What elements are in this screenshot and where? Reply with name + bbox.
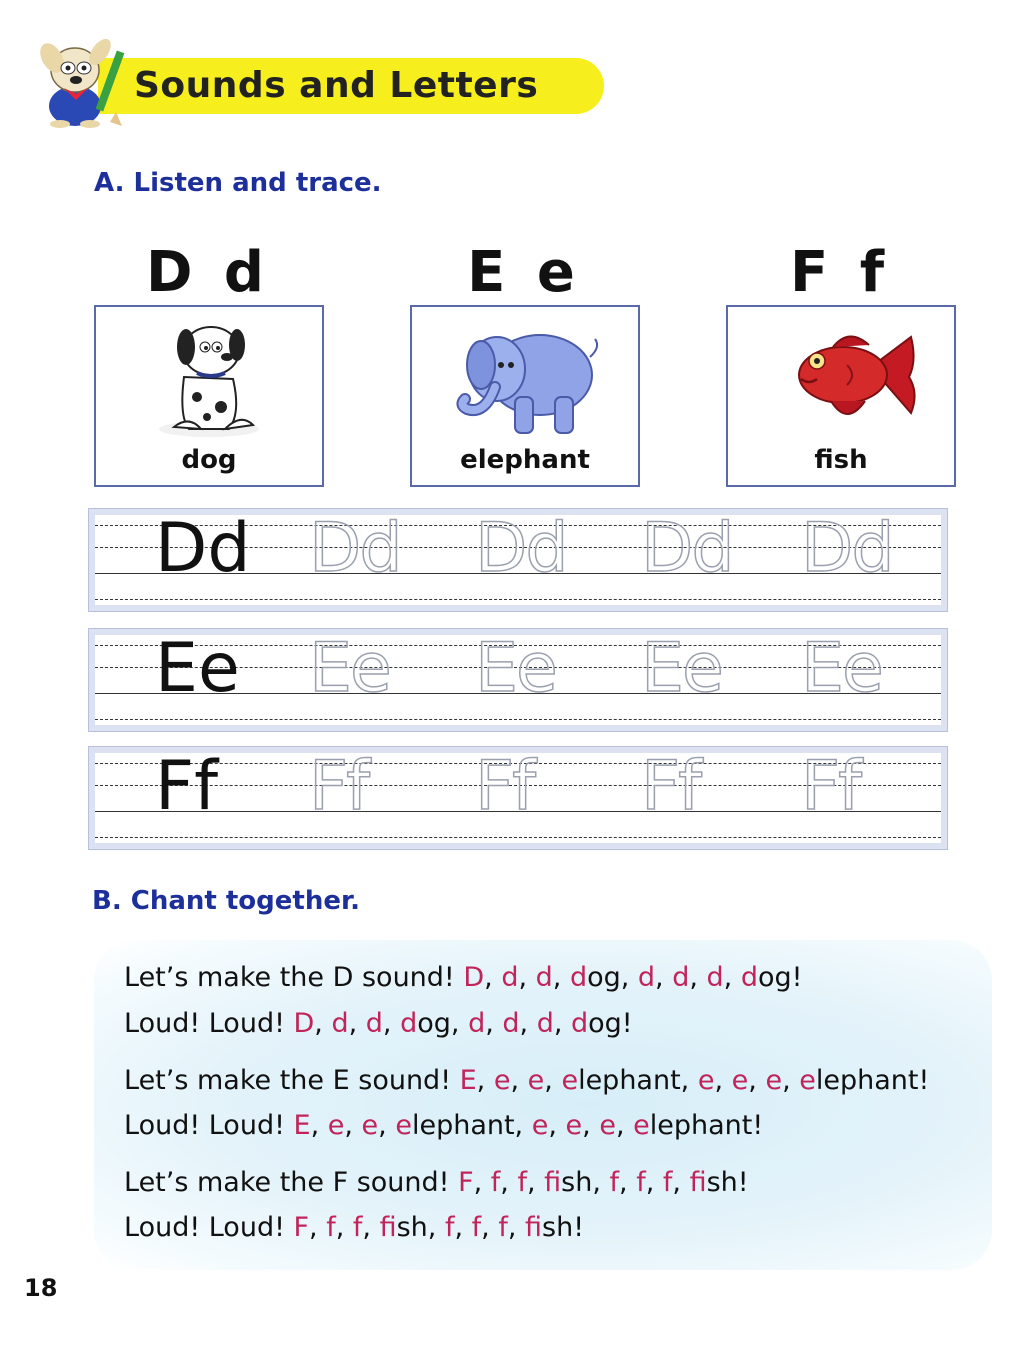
chant-highlight: d [468,1008,486,1039]
chant-highlight: d [502,1008,520,1039]
picture-card-elephant[interactable] [410,305,640,487]
chant-highlight: e [561,1065,579,1096]
chant-text: , [335,1212,353,1243]
chant-highlight: f [662,1167,673,1198]
chant-text: , [544,1065,562,1096]
page-number: 18 [24,1274,58,1302]
chant-text: , [782,1065,800,1096]
chant-text: , [454,1212,472,1243]
chant-text: , [615,1110,634,1141]
chant-highlight: f [471,1212,482,1243]
chant-highlight: f [352,1212,363,1243]
letter-pair-d: D d [145,240,271,305]
trace-dotted-e-3[interactable]: Ee [641,629,722,708]
trace-dotted-f-1[interactable]: Ff [309,747,369,826]
trace-model-f: Ff [155,747,219,826]
chant-highlight: f [544,1167,562,1198]
chant-highlight: e [527,1065,545,1096]
chant-highlight: f [444,1212,455,1243]
chant-highlight: d [672,962,690,993]
chant-highlight: e [633,1110,650,1141]
chant-line [124,1212,584,1243]
trace-dotted-e-1[interactable]: Ee [309,629,390,708]
chant-text: , [485,1008,503,1039]
trace-dotted-d-2[interactable]: Dd [475,509,567,588]
chant-highlight: e [493,1065,511,1096]
chant-text: ish! [706,1167,749,1198]
chant-highlight: f [609,1167,620,1198]
trace-dotted-e-2[interactable]: Ee [475,629,556,708]
chant-highlight: e [697,1065,715,1096]
chant-highlight: F [458,1167,474,1198]
chant-highlight: d [536,1008,554,1039]
chant-line [124,1167,749,1198]
chant-text: Loud! Loud! [124,1212,294,1243]
chant-highlight: e [531,1110,549,1141]
chant-text: , [619,1167,637,1198]
chant-text: , [723,962,741,993]
chant-highlight: e [395,1110,412,1141]
dog-icon [129,317,289,442]
elephant-icon [445,317,605,442]
section-b-heading: B. Chant together. [92,886,360,916]
chant-text: , [500,1167,518,1198]
tracing-strip-e[interactable] [88,628,948,732]
chant-text: lephant! [649,1110,764,1141]
chant-highlight: d [331,1008,349,1039]
chant-highlight: d [571,1008,589,1039]
chant-text: , [519,1008,537,1039]
chant-highlight: f [636,1167,646,1198]
chant-line [124,1065,929,1096]
trace-dotted-f-3[interactable]: Ff [641,747,701,826]
chant-line [124,962,802,993]
chant-highlight: D [463,962,485,993]
chant-highlight: e [327,1110,345,1141]
chant-highlight: f [498,1212,508,1243]
word-label-dog: dog [181,445,237,475]
picture-card-dog[interactable] [94,305,324,487]
picture-card-fish[interactable] [726,305,956,487]
chant-text: , [714,1065,732,1096]
chant-highlight: d [637,962,656,993]
chant-text: lephant, [578,1065,698,1096]
chant-text: og, [587,962,638,993]
trace-dotted-d-1[interactable]: Dd [309,509,401,588]
chant-highlight: e [361,1110,379,1141]
chant-text: , [476,1065,494,1096]
chant-highlight: f [525,1212,543,1243]
chant-text: , [655,962,673,993]
tracing-strip-d[interactable] [88,508,948,612]
fish-icon [761,317,921,442]
chant-text: lephant, [411,1110,532,1141]
chant-highlight: d [365,1008,383,1039]
chant-text: Loud! Loud! [124,1110,294,1141]
chant-highlight: f [517,1167,527,1198]
chant-highlight: E [459,1065,477,1096]
chant-highlight: e [565,1110,583,1141]
chant-text: , [645,1167,663,1198]
chant-highlight: f [689,1167,707,1198]
trace-dotted-f-4[interactable]: Ff [801,747,861,826]
chant-highlight: d [706,962,724,993]
letter-pair-e: E e [467,240,581,305]
chant-text: , [672,1167,690,1198]
chant-text: , [582,1110,600,1141]
chant-highlight: d [535,962,553,993]
letter-pair-f: F f [789,240,891,305]
chant-text: , [510,1065,528,1096]
chant-highlight: e [799,1065,816,1096]
chant-highlight: f [326,1212,336,1243]
mascot-dog-icon [30,28,130,130]
chant-text: Let’s make the D sound! [124,962,464,993]
chant-text: lephant! [815,1065,930,1096]
trace-dotted-e-4[interactable]: Ee [801,629,882,708]
chant-text: , [518,962,536,993]
word-label-fish: fish [814,445,868,475]
chant-text: , [689,962,707,993]
chant-highlight: e [599,1110,616,1141]
chant-text: , [473,1167,491,1198]
chant-text: , [548,1110,566,1141]
chant-text: , [748,1065,766,1096]
chant-line [124,1110,763,1141]
chant-text: , [348,1008,366,1039]
chant-text: og, [417,1008,469,1039]
chant-highlight: E [293,1110,311,1141]
chant-text: og! [588,1008,633,1039]
chant-highlight: d [740,962,758,993]
section-a-heading: A. Listen and trace. [94,168,382,198]
chant-highlight: e [765,1065,783,1096]
chant-highlight: D [293,1008,315,1039]
chant-text: , [553,1008,571,1039]
chant-text: , [310,1110,328,1141]
chant-text: , [344,1110,362,1141]
chant-text: , [362,1212,380,1243]
chant-highlight: d [501,962,519,993]
chant-text: , [309,1212,327,1243]
chant-text: , [552,962,570,993]
chant-text: , [484,962,502,993]
chant-highlight: d [569,962,588,993]
page-title: Sounds and Letters [134,65,539,106]
trace-dotted-d-4[interactable]: Dd [801,509,893,588]
chant-line [124,1008,633,1039]
chant-text: Let’s make the E sound! [124,1065,460,1096]
chant-text: ish, [561,1167,610,1198]
chant-highlight: f [379,1212,397,1243]
chant-text: , [314,1008,332,1039]
chant-text: , [526,1167,545,1198]
chant-text: , [507,1212,526,1243]
chant-highlight: e [731,1065,749,1096]
trace-dotted-f-2[interactable]: Ff [475,747,535,826]
word-label-elephant: elephant [460,445,590,475]
chant-text: ish! [542,1212,585,1243]
chant-highlight: F [293,1212,310,1243]
chant-text: og! [757,962,803,993]
chant-text: , [481,1212,499,1243]
chant-text: ish, [396,1212,445,1243]
chant-text: , [378,1110,396,1141]
trace-model-d: Dd [155,509,251,588]
chant-highlight: f [490,1167,501,1198]
chant-highlight: d [400,1008,418,1039]
tracing-strip-f[interactable] [88,746,948,850]
chant-text: , [382,1008,401,1039]
chant-text: Loud! Loud! [124,1008,294,1039]
chant-text: Let’s make the F sound! [124,1167,459,1198]
trace-model-e: Ee [155,629,240,708]
trace-dotted-d-3[interactable]: Dd [641,509,733,588]
